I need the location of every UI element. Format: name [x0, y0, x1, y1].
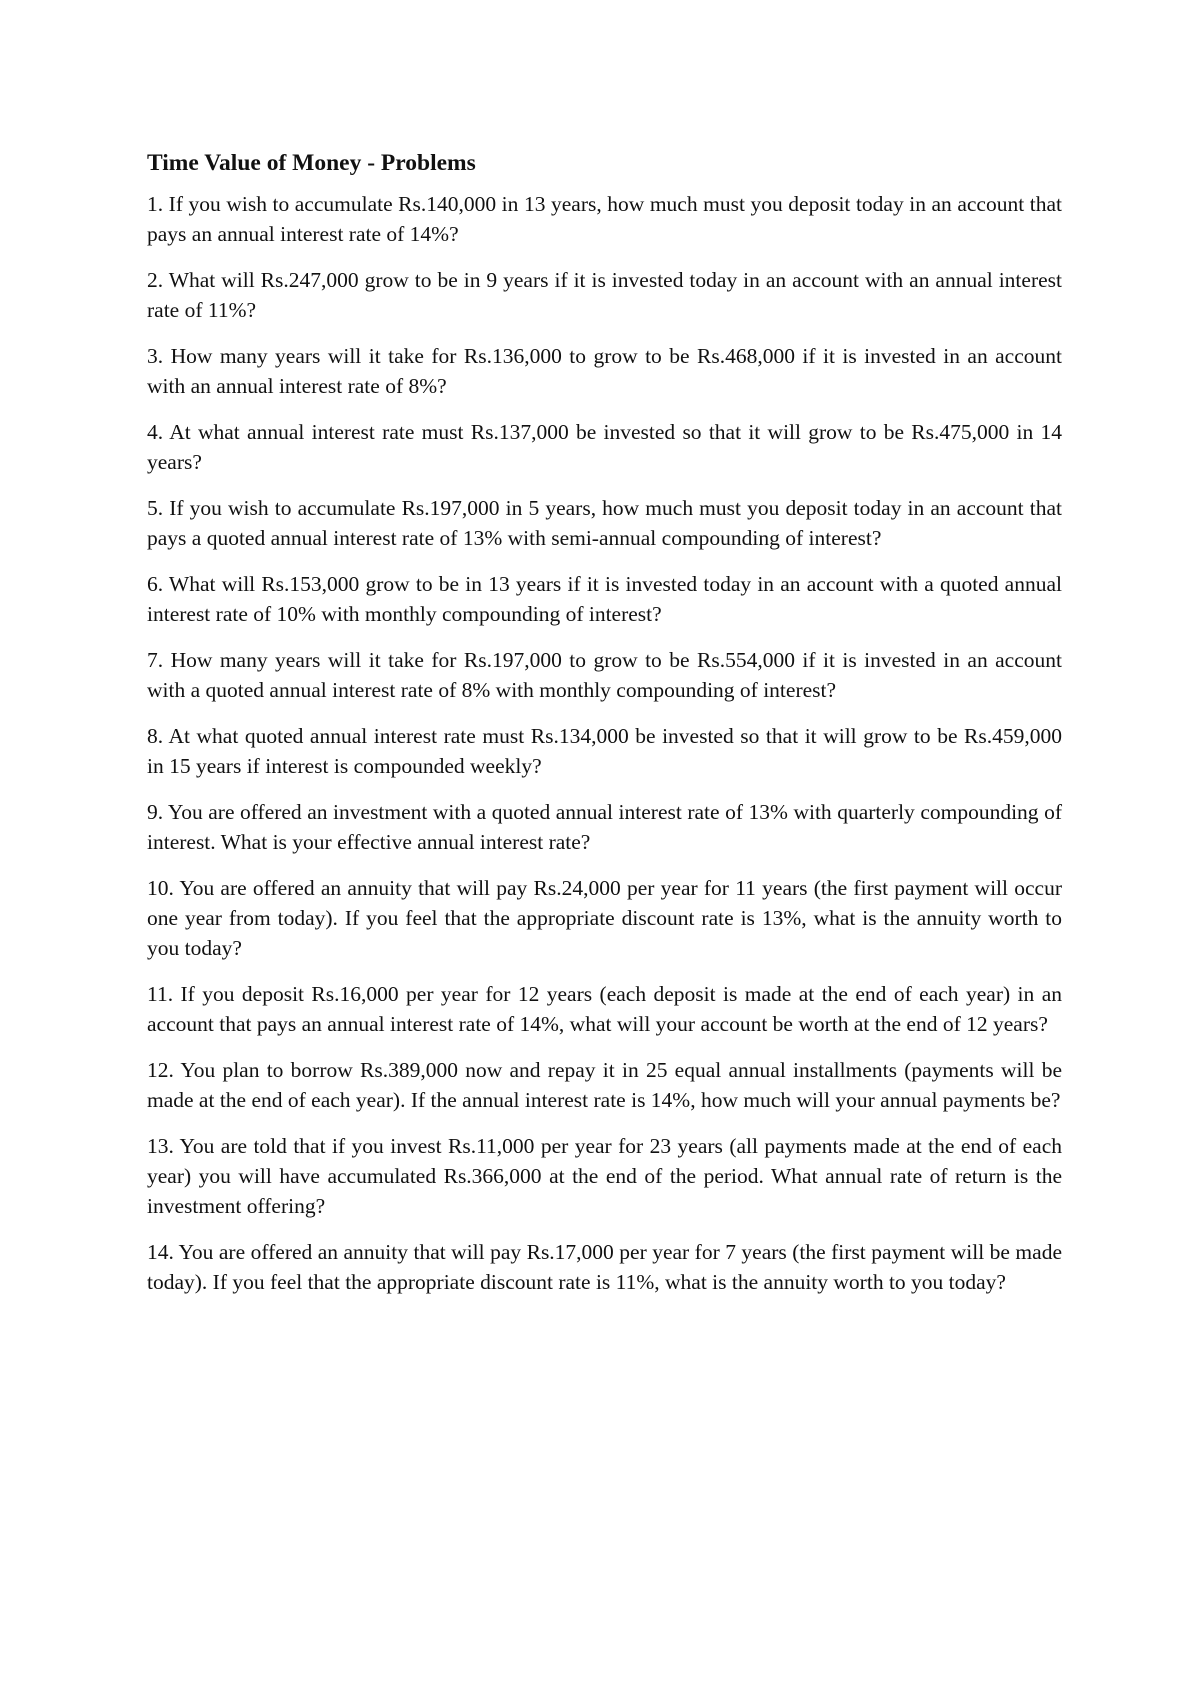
problem-4: 4. At what annual interest rate must Rs.137,000 be invested so that it will grow to be Rs.475,000 in 14 years? [147, 420, 1062, 474]
problem-8: 8. At what quoted annual interest rate must Rs.134,000 be invested so that it will grow to be Rs.459,000 in 15 years if interest is compounded weekly? [147, 724, 1062, 778]
problem-13: 13. You are told that if you invest Rs.11,000 per year for 23 years (all payments made at the end of each year) you will have accumulated Rs.366,000 at the end of the period. What annual rate of return is the investment offering? [147, 1134, 1062, 1218]
problem-3: 3. How many years will it take for Rs.136,000 to grow to be Rs.468,000 if it is invested in an account with an annual interest rate of 8%? [147, 344, 1062, 398]
problem-11: 11. If you deposit Rs.16,000 per year for 12 years (each deposit is made at the end of each year) in an account that pays an annual interest rate of 14%, what will your account be worth at the end of 12 years? [147, 982, 1062, 1036]
problem-10: 10. You are offered an annuity that will pay Rs.24,000 per year for 11 years (the first payment will occur one year from today). If you feel that the appropriate discount rate is 13%, what is the annuity worth to you today? [147, 876, 1062, 960]
document-content [147, 145, 1062, 1313]
problem-14: 14. You are offered an annuity that will pay Rs.17,000 per year for 7 years (the first payment will be made today). If you feel that the appropriate discount rate is 11%, what is the annuity worth to you today? [147, 1240, 1062, 1294]
problem-2: 2. What will Rs.247,000 grow to be in 9 years if it is invested today in an account with an annual interest rate of 11%? [147, 268, 1062, 322]
problem-5: 5. If you wish to accumulate Rs.197,000 in 5 years, how much must you deposit today in an account that pays a quoted annual interest rate of 13% with semi-annual compounding of interest? [147, 496, 1062, 550]
problem-1: 1. If you wish to accumulate Rs.140,000 in 13 years, how much must you deposit today in an account that pays an annual interest rate of 14%? [147, 192, 1062, 246]
problem-7: 7. How many years will it take for Rs.197,000 to grow to be Rs.554,000 if it is invested in an account with a quoted annual interest rate of 8% with monthly compounding of interest? [147, 648, 1062, 702]
document-title: Time Value of Money - Problems [147, 150, 476, 176]
problem-6: 6. What will Rs.153,000 grow to be in 13 years if it is invested today in an account with a quoted annual interest rate of 10% with monthly compounding of interest? [147, 572, 1062, 626]
problem-12: 12. You plan to borrow Rs.389,000 now and repay it in 25 equal annual installments (payments will be made at the end of each year). If the annual interest rate is 14%, how much will your annual payments be? [147, 1058, 1062, 1112]
problem-9: 9. You are offered an investment with a quoted annual interest rate of 13% with quarterly compounding of interest. What is your effective annual interest rate? [147, 800, 1062, 854]
problem-list [147, 189, 1062, 1297]
